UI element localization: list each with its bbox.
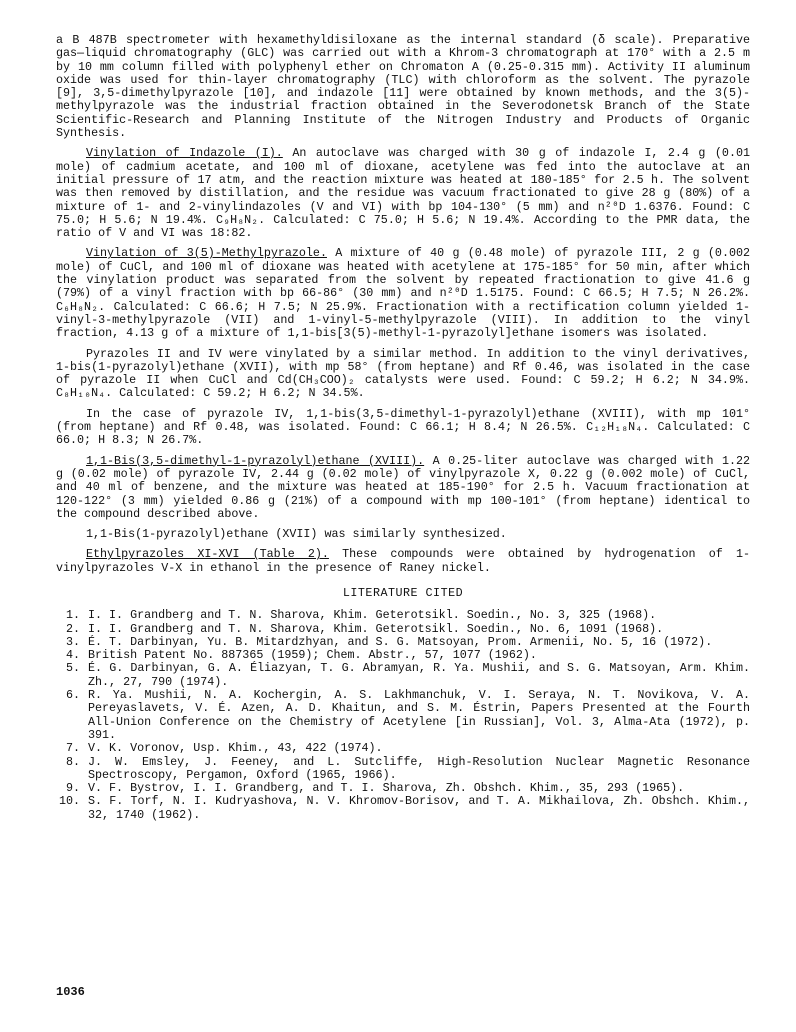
reference-text: R. Ya. Mushii, N. A. Kochergin, A. S. Lakhmanchuk, V. I. Seraya, N. T. Novikova, V. A. Pereyaslavets, V. É. Azen, A. D. Khaitun, and S. M. Éstrin, Papers Presented at the Fourth All-Union Conference on the Chemistry of Acetylene [in Russian], Vol. 3, Alma-Ata (1972), p. 391. [88,688,750,742]
reference-item [56,649,750,662]
reference-text: V. F. Bystrov, I. I. Grandberg, and T. I. Sharova, Zh. Obshch. Khim., 35, 293 (1965). [88,781,685,796]
reference-text: V. K. Voronov, Usp. Khim., 43, 422 (1974). [88,741,383,756]
reference-number: 3. [65,634,80,649]
reference-text: British Patent No. 887365 (1959); Chem. Abstr., 57, 1077 (1962). [88,648,537,663]
reference-number: 7. [65,741,80,756]
reference-item [56,782,750,795]
paragraph-text: 1,1-Bis(1-pyrazolyl)ethane (XVII) was similarly synthesized. [86,527,507,542]
reference-item [56,795,750,822]
paragraph-text: In the case of pyrazole IV, 1,1-bis(3,5-dimethyl-1-pyrazolyl)ethane (XVIII), with mp 101° (from heptane) and Rf 0.48, was isolated. Found: C 66.1; H 8.4; N 26.5%. C₁₂H₁₈N₄. Calculated: C 66.0; H 8.3; N 26.7%. [56,406,750,448]
section-heading: Vinylation of 3(5)-Methylpyrazole. [86,246,327,261]
reference-number: 2. [65,621,80,636]
reference-number: 5. [65,661,80,676]
paragraph-text: An autoclave was charged with 30 g of indazole I, 2.4 g (0.01 mole) of cadmium acetate, and 100 ml of dioxane, acetylene was fed into the autoclave at an initial pressure of 17 atm, and the reaction mixture was heated at 180-185° for 2.5 h. The solvent was then removed by distillation, and the residue was vacuum fractionated to give 28 g (80%) of a mixture of 1- and 2-vinylindazoles (V and VI) with bp 104-130° (5 mm) and n²⁰D 1.6376. Found: C 75.0; H 5.6; N 19.4%. C₉H₈N₂. Calculated: C 75.0; H 5.6; N 19.4%. According to the PMR data, the ratio of V and VI was 18:82. [56,146,750,241]
paragraph-pyrazole-iv [56,408,750,448]
paragraph-bis-dimethylpyrazolyl-ethane [56,455,750,521]
reference-number: 4. [65,648,80,663]
paragraph-vinylation-indazole [56,147,750,240]
reference-text: S. F. Torf, N. I. Kudryashova, N. V. Khromov-Borisov, and T. A. Mikhailova, Zh. Obshch. Khim., 32, 1740 (1962). [88,794,750,822]
reference-number: 6. [65,688,80,703]
section-heading: Vinylation of Indazole (I). [86,146,283,161]
reference-item [56,662,750,689]
reference-number: 1. [65,608,80,623]
reference-text: J. W. Emsley, J. Feeney, and L. Sutcliffe, High-Resolution Nuclear Magnetic Resonance Spectroscopy, Pergamon, Oxford (1965, 1966). [88,754,750,782]
section-heading: 1,1-Bis(3,5-dimethyl-1-pyrazolyl)ethane (XVIII). [86,453,425,468]
page-number: 1036 [56,985,85,999]
reference-item [56,609,750,622]
paragraph-vinylation-methylpyrazole [56,247,750,340]
section-heading: Ethylpyrazoles XI-XVI (Table 2). [86,547,329,562]
paragraph-text: A 0.25-liter autoclave was charged with 1.22 g (0.02 mole) of pyrazole IV, 2.44 g (0.02 mole) of vinylpyrazole X, 0.22 g (0.002 mole) of CuCl, and 40 ml of benzene, and the mixture was heated at 185-190° for 2.5 h. Vacuum fractionation at 120-122° (3 mm) yielded 0.86 g (21%) of a compound with mp 100-101° (from heptane) identical to the compound described above. [56,453,750,521]
reference-text: I. I. Grandberg and T. N. Sharova, Khim. Geterotsikl. Soedin., No. 3, 325 (1968). [88,608,657,623]
paragraph-pyrazoles-ii-iv [56,348,750,401]
reference-item [56,636,750,649]
reference-number: 10. [58,794,80,809]
reference-list [56,609,750,822]
paragraph-ethylpyrazoles [56,548,750,575]
paragraph-bis-pyrazolyl-ethane [56,528,750,541]
reference-text: I. I. Grandberg and T. N. Sharova, Khim. Geterotsikl. Soedin., No. 6, 1091 (1968). [88,621,664,636]
reference-item [56,742,750,755]
reference-text: É. T. Darbinyan, Yu. B. Mitardzhyan, and S. G. Matsoyan, Prom. Armenii, No. 5, 16 (1972). [88,634,713,649]
page-content [56,34,750,822]
reference-number: 8. [65,754,80,769]
reference-item [56,623,750,636]
literature-cited-heading: LITERATURE CITED [342,585,464,600]
paragraph-text: A mixture of 40 g (0.48 mole) of pyrazole III, 2 g (0.002 mole) of CuCl, and 100 ml of dioxane was heated with acetylene at 175-185° for 50 min, after which the vinylation product was separated from the solvent by repeated fractionation to give 41.6 g (79%) of a vinyl fraction with bp 66-86° (30 mm) and n²⁰D 1.5175. Found: C 66.5; H 7.5; N 26.2%. C₆H₈N₂. Calculated: C 66.6; H 7.5; N 25.9%. Fractionation with a rectification column yielded 1-vinyl-3-methylpyrazole (VII) and 1-vinyl-5-methylpyrazole (VIII). In addition to the vinyl fraction, 4.13 g of a mixture of 1,1-bis[3(5)-methyl-1-pyrazolyl]ethane isomers was isolated. [56,246,750,341]
paragraph-methods-intro [56,34,750,140]
paragraph-text: a B 487B spectrometer with hexamethyldisiloxane as the internal standard (δ scale). Preparative gas—liquid chromatography (GLC) was carried out with a Khrom-3 chromatograph at 170° with a 2.5 m by 10 mm column filled with polyphenyl ether on Chromaton A (0.25-0.315 mm). Activity II aluminum oxide was used for thin-layer chromatography (TLC) with chloroform as the solvent. The pyrazole [9], 3,5-dimethylpyrazole [10], and indazole [11] were obtained by known methods, and the 3(5)-methylpyrazole was the industrial fraction obtained in the Severodonetsk Branch of the State Scientific-Research and Planning Institute of the Nitrogen Industry and Products of Organic Synthesis. [56,33,750,141]
reference-item [56,689,750,742]
paragraph-text: These compounds were obtained by hydrogenation of 1-vinylpyrazoles V-X in ethanol in the presence of Raney nickel. [56,547,750,575]
reference-number: 9. [65,781,80,796]
reference-text: É. G. Darbinyan, G. A. Éliazyan, T. G. Abramyan, R. Ya. Mushii, and S. G. Matsoyan, Arm. Khim. Zh., 27, 790 (1974). [88,661,750,689]
reference-item [56,756,750,783]
paragraph-text: Pyrazoles II and IV were vinylated by a similar method. In addition to the vinyl derivatives, 1-bis(1-pyrazolyl)ethane (XVII), with mp 58° (from heptane) and Rf 0.46, was isolated in the case of pyrazole II when CuCl and Cd(CH₃COO)₂ catalysts were used. Found: C 59.2; H 6.2; N 34.9%. C₈H₁₀N₄. Calculated: C 59.2; H 6.2; N 34.5%. [56,346,750,401]
